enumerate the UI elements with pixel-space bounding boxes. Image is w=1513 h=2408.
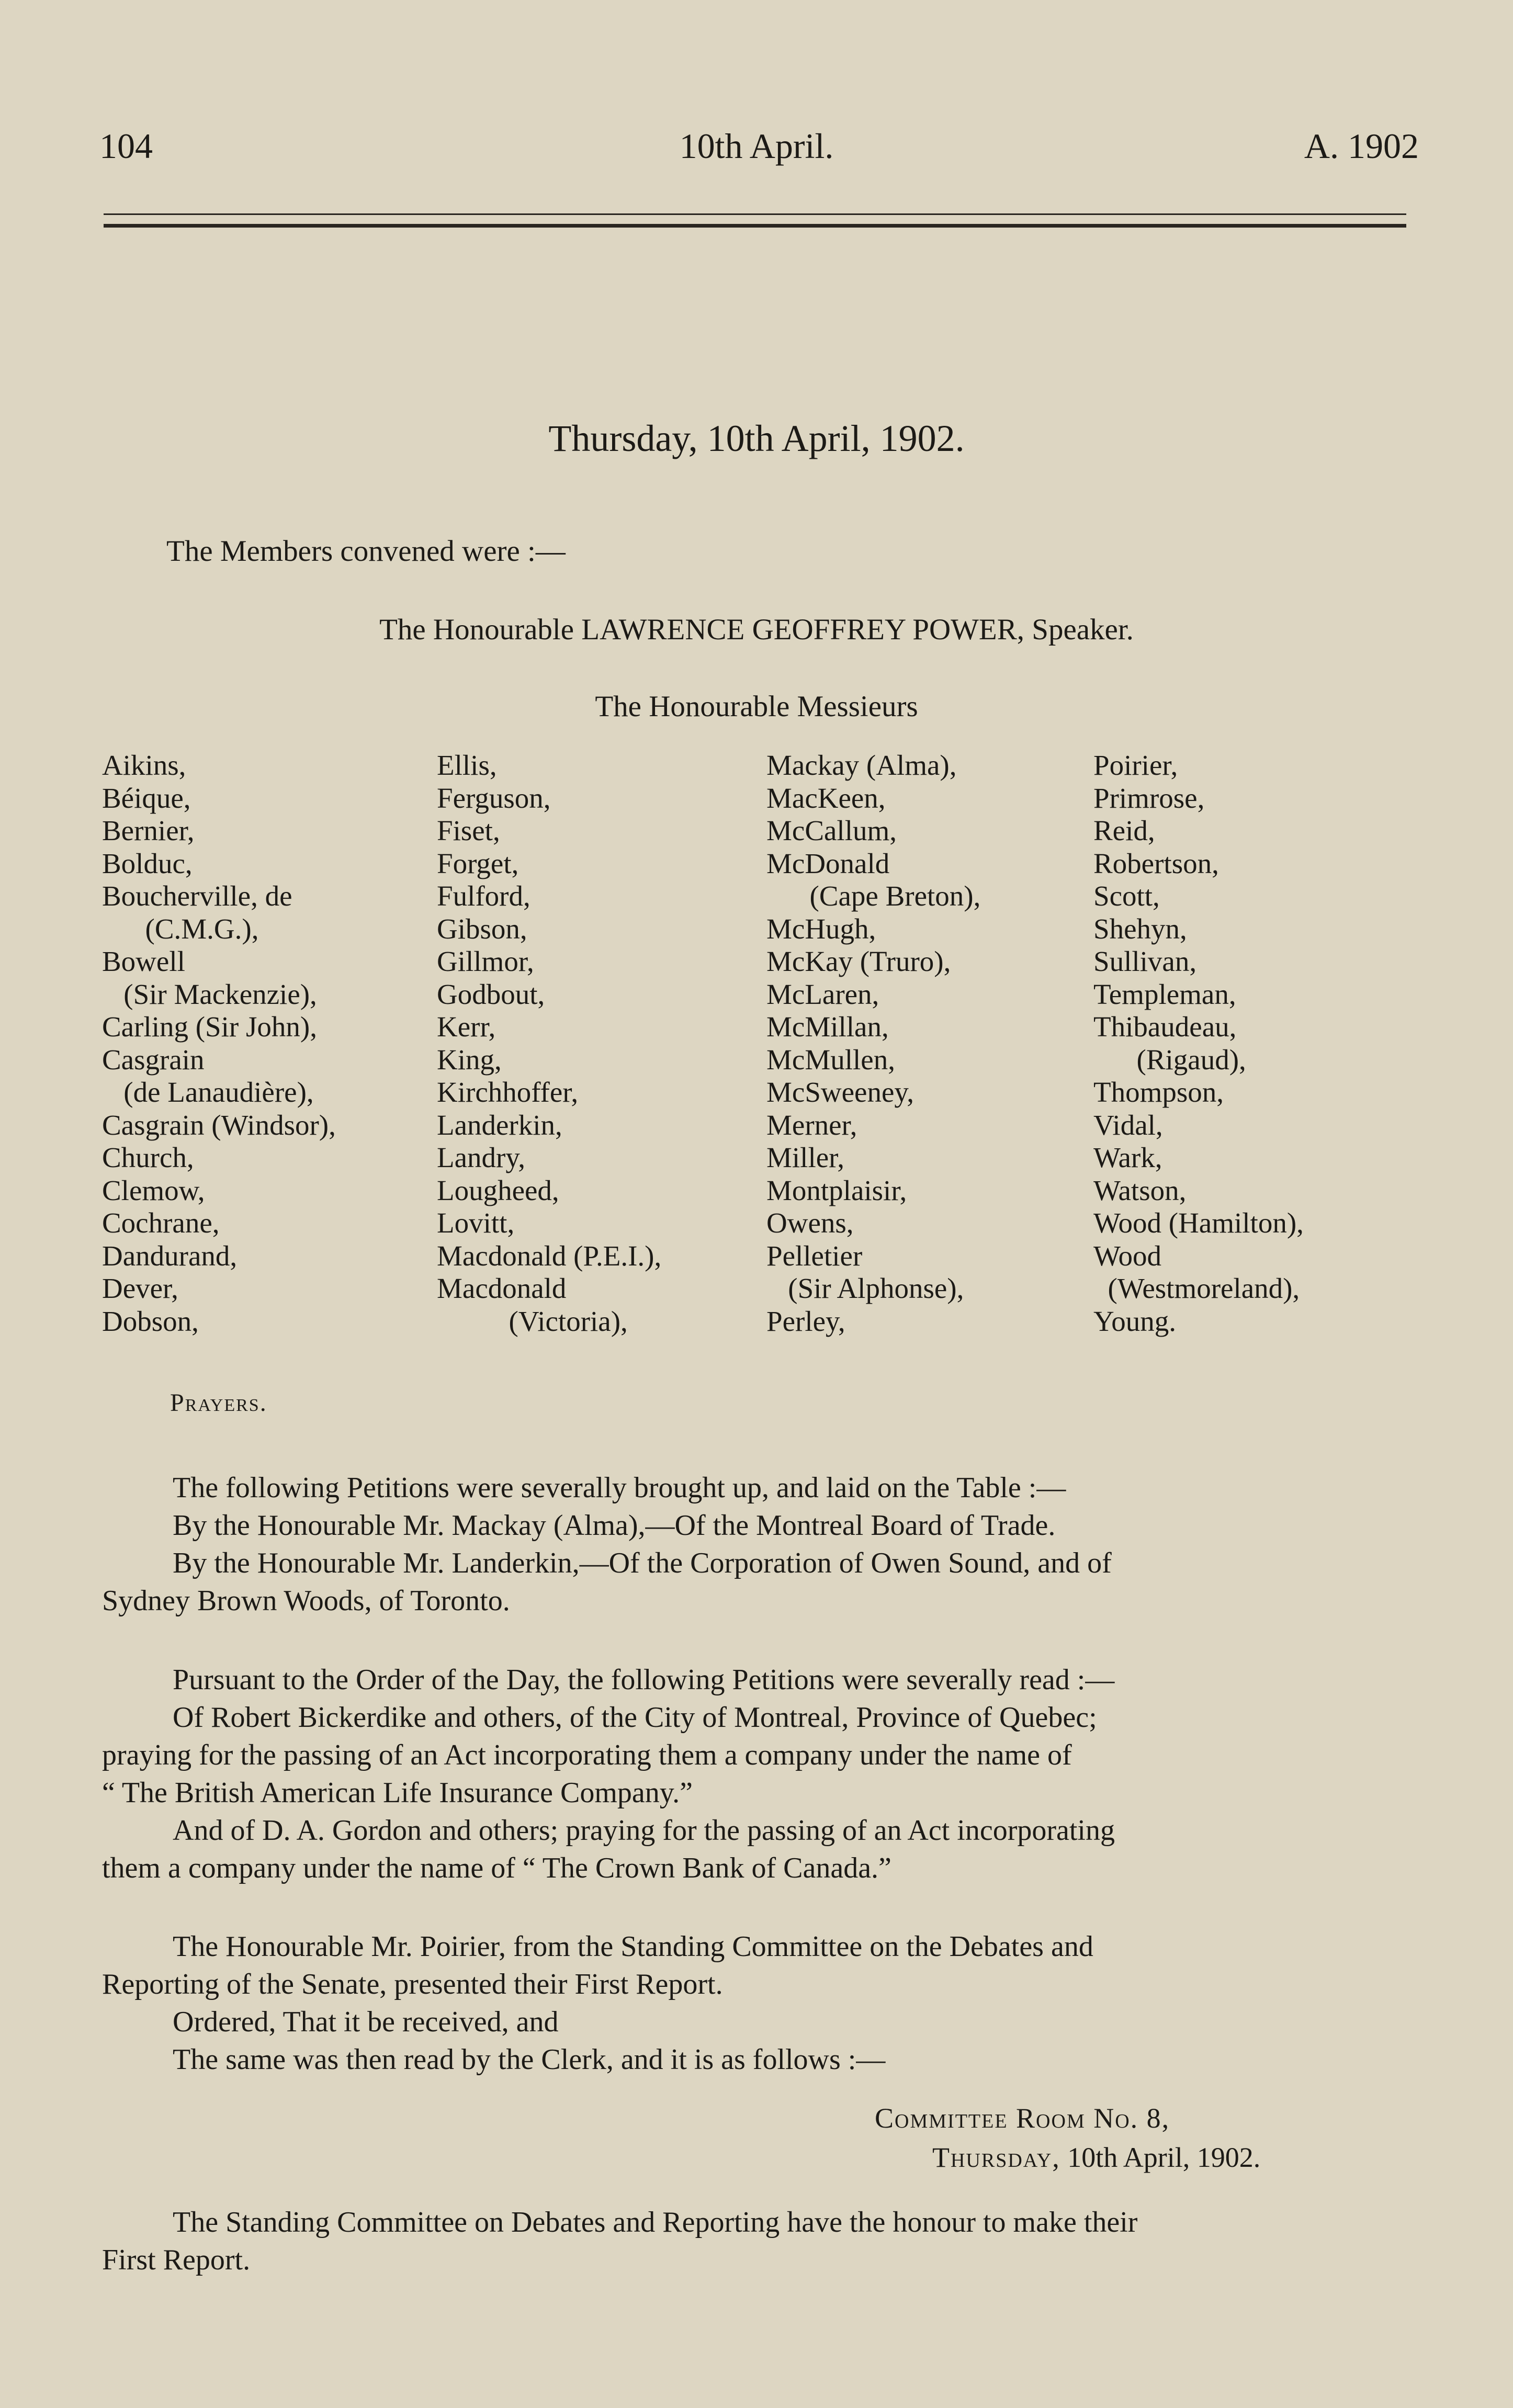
- member-name: Vidal,: [1093, 1109, 1163, 1141]
- petition-landerkin: By the Honourable Mr. Landerkin,—Of the Corporation of Owen Sound, and of: [173, 1547, 1112, 1579]
- member-name: Landry,: [437, 1141, 526, 1173]
- member-name: (Sir Alphonse),: [766, 1272, 964, 1304]
- report-read: The same was then read by the Clerk, and it is as follows :—: [173, 2043, 886, 2076]
- member-name: (Cape Breton),: [766, 880, 981, 912]
- member-name: Thompson,: [1093, 1076, 1224, 1108]
- member-name: Miller,: [766, 1141, 845, 1173]
- member-name: Casgrain: [102, 1043, 205, 1076]
- member-name: Clemow,: [102, 1174, 205, 1206]
- member-name: Casgrain (Windsor),: [102, 1109, 336, 1141]
- member-name: Wark,: [1093, 1141, 1162, 1173]
- report-presented-cont: Reporting of the Senate, presented their First Report.: [102, 1968, 723, 2000]
- member-name: Thibaudeau,: [1093, 1011, 1237, 1043]
- member-name: (Rigaud),: [1093, 1043, 1246, 1076]
- petition-gordon: And of D. A. Gordon and others; praying for the passing of an Act incorporating: [173, 1814, 1115, 1847]
- member-name: Dever,: [102, 1272, 178, 1304]
- committee-report: [102, 1928, 1420, 2078]
- member-name: Gillmor,: [437, 945, 534, 977]
- running-header-date: 10th April.: [679, 126, 834, 166]
- report-date-day: Thursday,: [932, 2142, 1060, 2173]
- member-name: McDonald: [766, 847, 890, 879]
- member-name: Boucherville, de: [102, 880, 292, 912]
- members-column-2: [437, 749, 661, 1338]
- member-name: Ferguson,: [437, 782, 551, 814]
- member-name: Mackay (Alma),: [766, 749, 957, 781]
- member-name: Dobson,: [102, 1305, 199, 1337]
- header-rule-thin: [104, 213, 1406, 215]
- member-name: Aikins,: [102, 749, 186, 781]
- member-name: Wood: [1093, 1239, 1162, 1272]
- member-name: (C.M.G.),: [102, 912, 259, 945]
- member-name: Primrose,: [1093, 782, 1205, 814]
- member-name: Fiset,: [437, 815, 500, 846]
- petition-bickerdike-cont1: praying for the passing of an Act incorporating them a company under the name of: [102, 1739, 1072, 1771]
- member-name: Macdonald: [437, 1272, 567, 1304]
- member-name: King,: [437, 1043, 502, 1076]
- member-name: Sullivan,: [1093, 945, 1197, 977]
- member-name: Fulford,: [437, 880, 530, 912]
- report-body: [102, 2203, 1420, 2279]
- member-name: Young.: [1093, 1305, 1176, 1337]
- member-name: Shehyn,: [1093, 912, 1187, 945]
- member-name: Kirchhoffer,: [437, 1076, 579, 1108]
- member-name: McMullen,: [766, 1043, 895, 1076]
- member-name: McCallum,: [766, 815, 897, 846]
- member-name: (Victoria),: [437, 1305, 628, 1337]
- member-name: (Sir Mackenzie),: [102, 978, 317, 1010]
- member-name: Reid,: [1093, 815, 1155, 846]
- member-name: Landerkin,: [437, 1109, 562, 1141]
- member-name: Merner,: [766, 1109, 857, 1141]
- speaker-line: The Honourable LAWRENCE GEOFFREY POWER, Speaker.: [379, 613, 1134, 646]
- member-name: McHugh,: [766, 912, 876, 945]
- member-name: Watson,: [1093, 1174, 1187, 1206]
- member-name: Poirier,: [1093, 749, 1178, 781]
- header-rule-thick: [104, 224, 1406, 228]
- member-name: Godbout,: [437, 978, 545, 1010]
- member-name: Bowell: [102, 945, 185, 977]
- report-date-rest: 10th April, 1902.: [1060, 2142, 1261, 2173]
- member-name: McKay (Truro),: [766, 945, 951, 977]
- member-name: Lougheed,: [437, 1174, 559, 1206]
- member-name: Bernier,: [102, 815, 195, 846]
- member-name: Montplaisir,: [766, 1174, 907, 1206]
- members-column-1: [102, 749, 336, 1338]
- petition-bickerdike: Of Robert Bickerdike and others, of the City of Montreal, Province of Quebec;: [173, 1701, 1097, 1734]
- members-convened: The Members convened were :—: [166, 535, 566, 568]
- members-column-4: [1093, 749, 1304, 1338]
- member-name: Templeman,: [1093, 978, 1236, 1010]
- member-name: Kerr,: [437, 1011, 496, 1043]
- member-name: Wood (Hamilton),: [1093, 1207, 1304, 1239]
- petition-gordon-cont: them a company under the name of “ The Crown Bank of Canada.”: [102, 1852, 891, 1884]
- member-name: Dandurand,: [102, 1239, 238, 1272]
- report-final-cont: First Report.: [102, 2244, 251, 2276]
- member-name: Perley,: [766, 1305, 845, 1337]
- member-name: McLaren,: [766, 978, 879, 1010]
- report-date: [932, 2143, 1260, 2172]
- petitions-intro: The following Petitions were severally brought up, and laid on the Table :—: [173, 1472, 1066, 1504]
- member-name: Forget,: [437, 847, 519, 879]
- prayers-heading: Prayers.: [170, 1389, 267, 1417]
- report-final: The Standing Committee on Debates and Reporting have the honour to make their: [173, 2206, 1138, 2239]
- member-name: Cochrane,: [102, 1207, 220, 1239]
- petition-landerkin-cont: Sydney Brown Woods, of Toronto.: [102, 1585, 510, 1617]
- petition-bickerdike-cont2: “ The British American Life Insurance Company.”: [102, 1777, 693, 1809]
- member-name: Church,: [102, 1141, 194, 1173]
- running-header-year: A. 1902: [1304, 126, 1419, 166]
- member-name: Bolduc,: [102, 847, 193, 879]
- members-column-3: [766, 749, 980, 1338]
- member-name: Carling (Sir John),: [102, 1011, 317, 1043]
- page-number: 104: [99, 126, 153, 166]
- member-name: Lovitt,: [437, 1207, 515, 1239]
- report-ordered: Ordered, That it be received, and: [173, 2006, 559, 2038]
- petition-mackay: By the Honourable Mr. Mackay (Alma),—Of the Montreal Board of Trade.: [173, 1509, 1056, 1542]
- member-name: Scott,: [1093, 880, 1160, 912]
- member-name: Gibson,: [437, 912, 527, 945]
- member-name: Béique,: [102, 782, 191, 814]
- member-name: McSweeney,: [766, 1076, 914, 1108]
- member-name: (Westmoreland),: [1093, 1272, 1300, 1304]
- order-of-the-day: [102, 1661, 1420, 1887]
- member-name: Macdonald (P.E.I.),: [437, 1239, 662, 1272]
- member-name: Robertson,: [1093, 847, 1219, 879]
- member-name: Pelletier: [766, 1239, 863, 1272]
- member-name: McMillan,: [766, 1011, 889, 1043]
- member-name: (de Lanaudière),: [102, 1076, 314, 1108]
- member-name: Ellis,: [437, 749, 497, 781]
- messieurs-heading: The Honourable Messieurs: [595, 690, 918, 723]
- petitions-presented: [102, 1469, 1420, 1620]
- committee-room: Committee Room No. 8,: [875, 2102, 1170, 2134]
- order-intro: Pursuant to the Order of the Day, the following Petitions were severally read :—: [173, 1664, 1115, 1696]
- member-name: Owens,: [766, 1207, 854, 1239]
- member-name: MacKeen,: [766, 782, 886, 814]
- report-presented: The Honourable Mr. Poirier, from the Standing Committee on the Debates and: [173, 1930, 1093, 1963]
- sitting-title: Thursday, 10th April, 1902.: [548, 417, 965, 459]
